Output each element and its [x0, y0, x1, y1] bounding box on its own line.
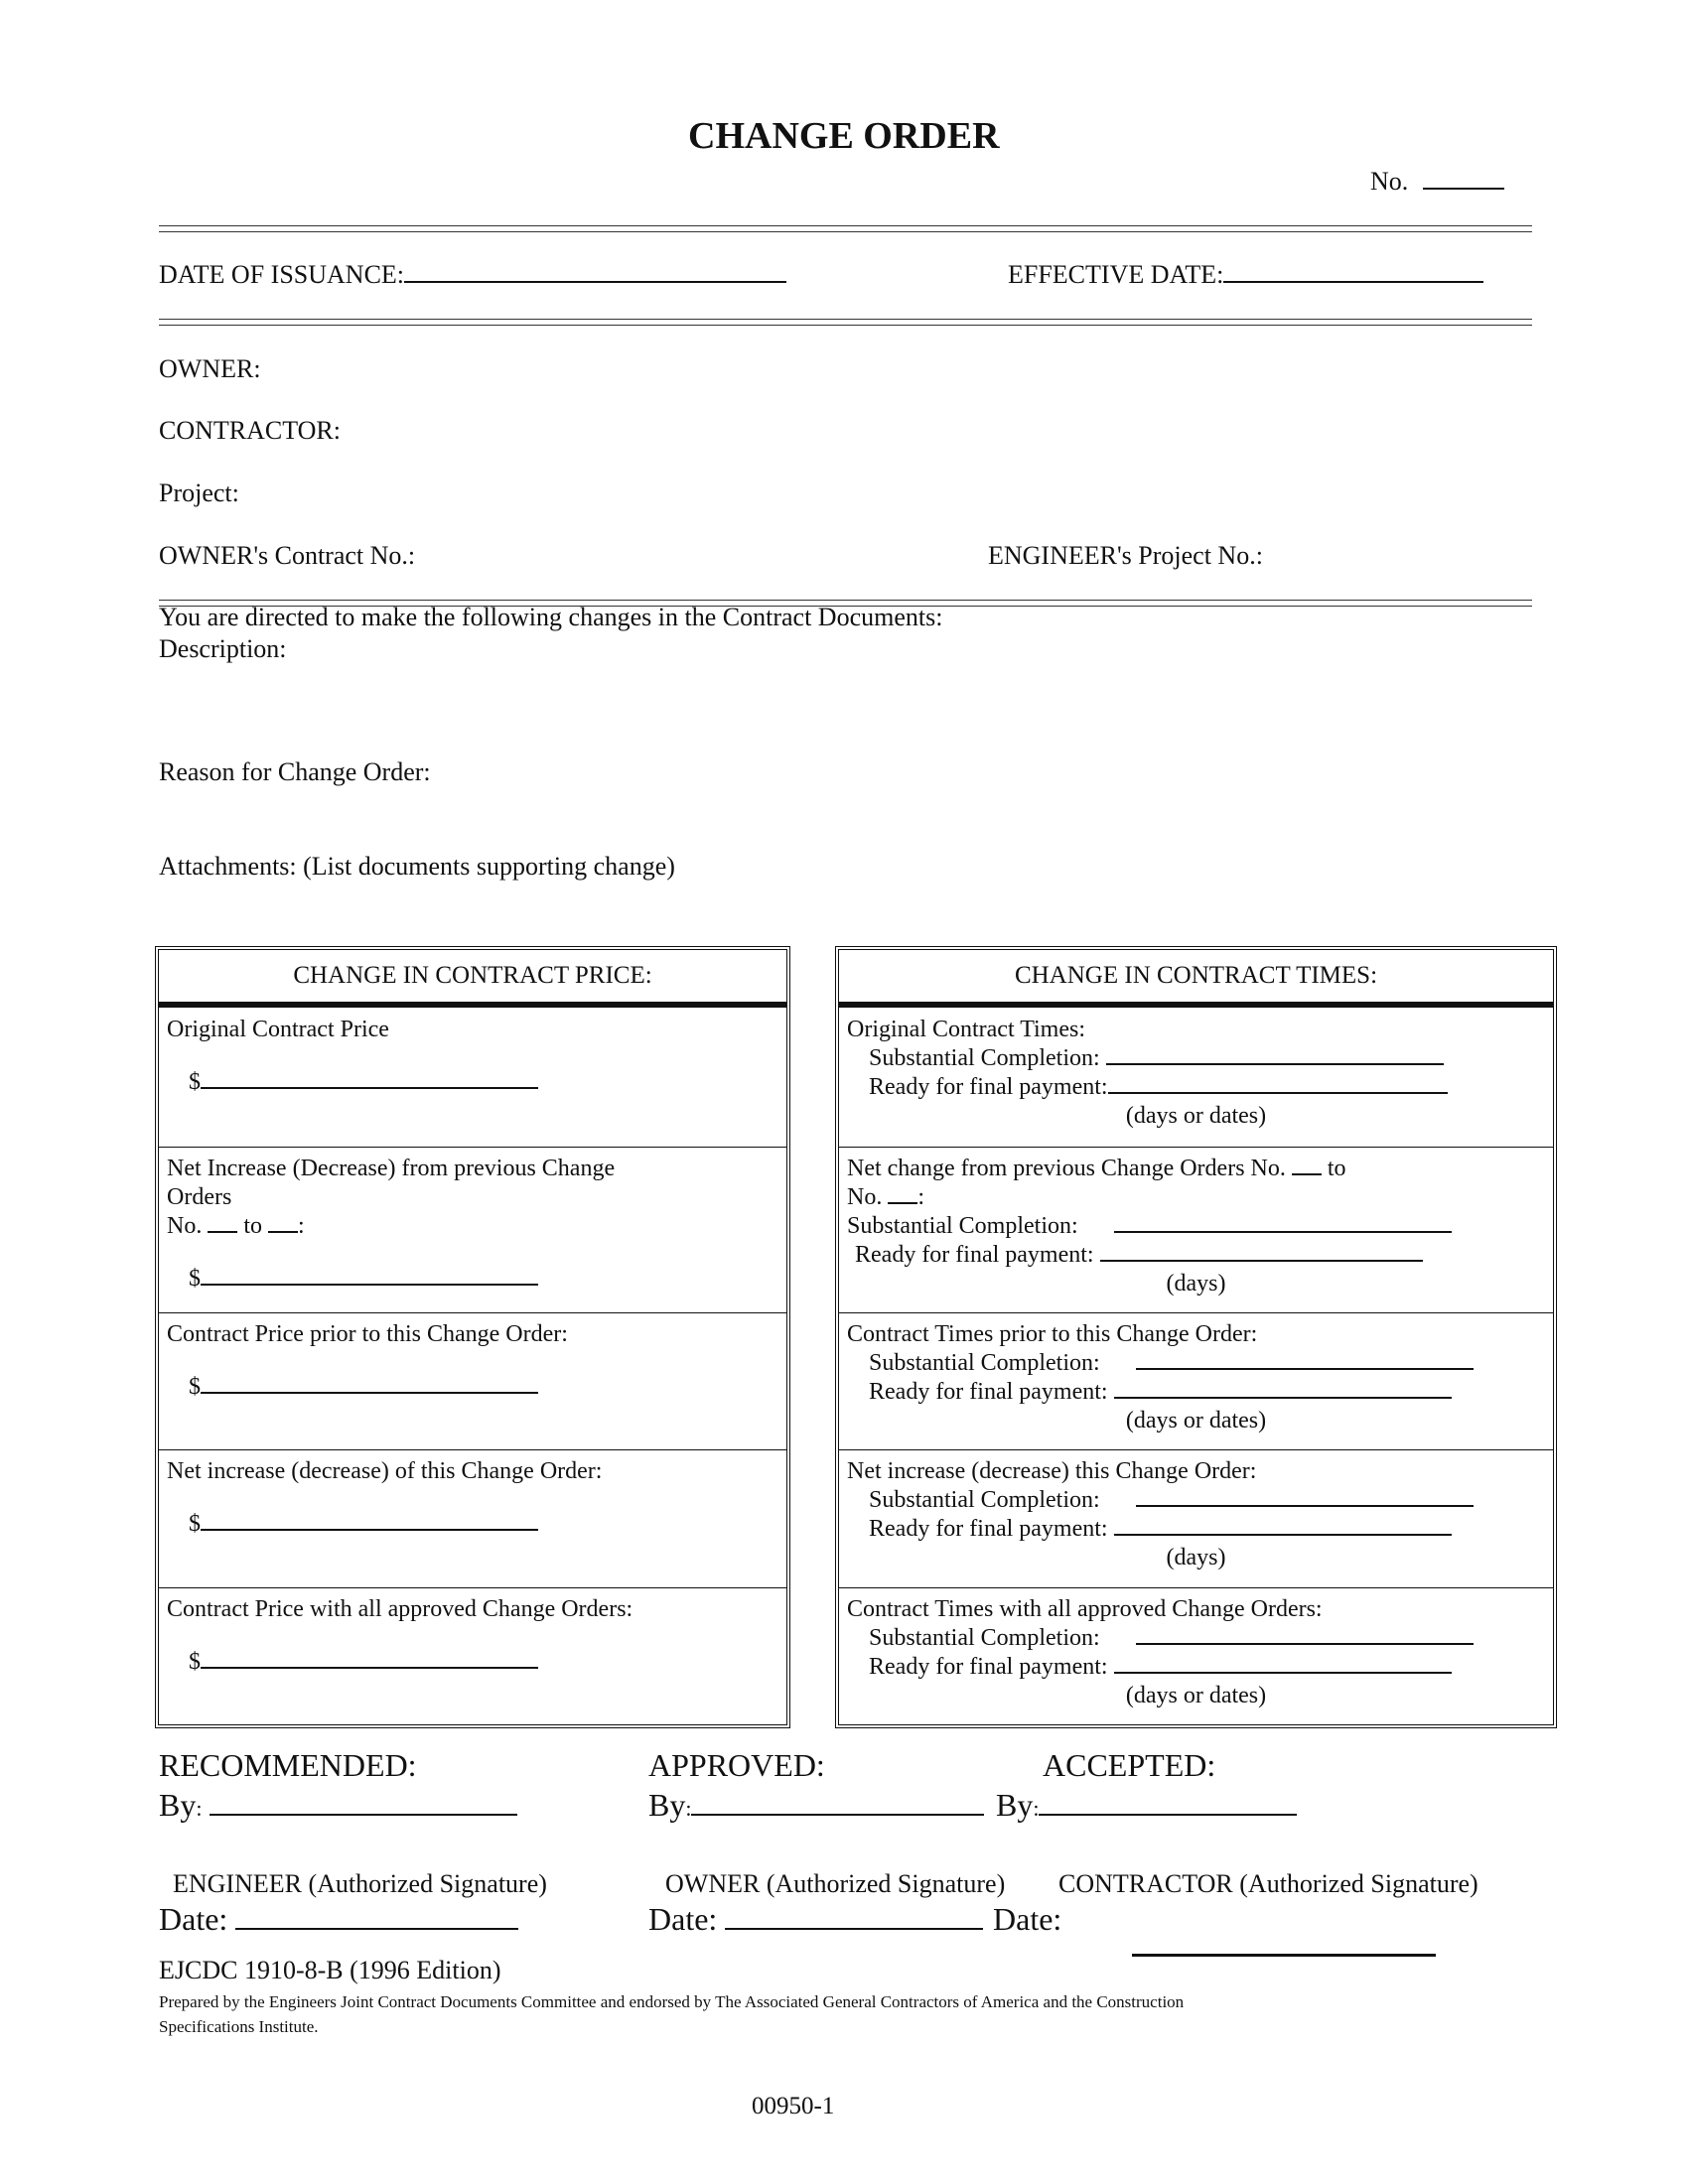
owner-date: [648, 1901, 983, 1938]
ready-label: Ready for final payment:: [869, 1654, 1108, 1680]
net-price-field[interactable]: [201, 1529, 538, 1531]
effective-field[interactable]: [1223, 279, 1483, 283]
price-row-label: Contract Price prior to this Change Order:: [167, 1321, 568, 1347]
substantial-label: Substantial Completion:: [869, 1625, 1100, 1651]
ready-label: Ready for final payment:: [869, 1074, 1108, 1100]
from-no-field[interactable]: [1292, 1173, 1322, 1175]
number-field[interactable]: [1423, 186, 1504, 190]
times-row-label: Contract Times with all approved Change Orders:: [847, 1596, 1323, 1622]
times-row-original: [839, 1008, 1553, 1148]
to-no-field[interactable]: [268, 1231, 298, 1233]
colon: :: [685, 1796, 692, 1821]
owner-by: [648, 1787, 984, 1824]
dollar-sign: $: [189, 1266, 201, 1292]
no-label: No.: [167, 1213, 203, 1239]
separator: [159, 225, 1532, 232]
colon: :: [917, 1184, 925, 1210]
times-row-net: [839, 1449, 1553, 1588]
price-row-label: Net increase (decrease) of this Change Order:: [167, 1458, 603, 1484]
ready-label: Ready for final payment:: [869, 1516, 1108, 1542]
price-box-header: CHANGE IN CONTRACT PRICE:: [159, 950, 786, 1008]
project-label: Project:: [159, 478, 239, 507]
prepared-line-2: Specifications Institute.: [159, 2017, 319, 2036]
times-row-label: Net increase (decrease) this Change Order:: [847, 1458, 1257, 1484]
date-label: Date:: [993, 1901, 1062, 1937]
previous-ready-field[interactable]: [1100, 1260, 1423, 1262]
contractor-label: CONTRACTOR:: [159, 416, 341, 445]
separator: [159, 319, 1532, 326]
unit-label: (days): [1166, 1271, 1226, 1297]
prior-substantial-field[interactable]: [1136, 1368, 1474, 1370]
engineer-by: [159, 1787, 517, 1824]
by-label: By: [648, 1787, 686, 1823]
ready-label: Ready for final payment:: [855, 1242, 1094, 1268]
page-number: 00950-1: [752, 2093, 835, 2119]
instruction-text: You are directed to make the following changes in the Contract Documents:: [159, 603, 943, 631]
edition-text: EJCDC 1910-8-B (1996 Edition): [159, 1956, 501, 1984]
no-label: No.: [847, 1184, 883, 1210]
times-box-header: CHANGE IN CONTRACT TIMES:: [839, 950, 1553, 1008]
dollar-sign: $: [189, 1374, 201, 1400]
original-substantial-field[interactable]: [1106, 1063, 1444, 1065]
date-label: Date:: [159, 1901, 228, 1937]
approved-label: APPROVED:: [648, 1747, 825, 1783]
previous-substantial-field[interactable]: [1114, 1231, 1452, 1233]
times-row-previous: [839, 1147, 1553, 1313]
owner-contract-label: OWNER's Contract No.:: [159, 541, 416, 570]
price-row-net: [159, 1449, 786, 1588]
times-row-label: Net change from previous Change Orders No.: [847, 1156, 1286, 1181]
prior-ready-field[interactable]: [1114, 1397, 1452, 1399]
price-row-previous: [159, 1147, 786, 1313]
colon: :: [1033, 1796, 1040, 1821]
total-substantial-field[interactable]: [1136, 1643, 1474, 1645]
substantial-label: Substantial Completion:: [847, 1213, 1078, 1239]
previous-price-field[interactable]: [201, 1284, 538, 1286]
owner-caption: OWNER (Authorized Signature): [665, 1869, 1006, 1898]
accepted-label: ACCEPTED:: [1043, 1747, 1216, 1783]
owner-date-field[interactable]: [725, 1928, 983, 1930]
effective-label: EFFECTIVE DATE:: [1008, 260, 1224, 289]
engineer-caption: ENGINEER (Authorized Signature): [173, 1869, 547, 1898]
by-label: By: [159, 1787, 197, 1823]
issuance-field[interactable]: [404, 279, 786, 283]
price-row-total: [159, 1587, 786, 1724]
to-label: to: [243, 1213, 263, 1239]
date-of-issuance: [159, 260, 786, 290]
contractor-date-field[interactable]: [1132, 1954, 1436, 1957]
times-row-prior: [839, 1312, 1553, 1450]
to-label: to: [1327, 1156, 1346, 1181]
dollar-sign: $: [189, 1511, 201, 1537]
price-row-label: Original Contract Price: [167, 1017, 389, 1042]
price-row-original: [159, 1008, 786, 1148]
times-row-total: [839, 1587, 1553, 1724]
total-ready-field[interactable]: [1114, 1672, 1452, 1674]
price-row-label-2: Orders: [167, 1184, 232, 1210]
number-label: No.: [1370, 167, 1409, 196]
change-order-number[interactable]: [1370, 167, 1504, 197]
net-substantial-field[interactable]: [1136, 1505, 1474, 1507]
unit-label: (days): [1166, 1545, 1226, 1570]
effective-date: [1008, 260, 1483, 290]
contractor-date: [993, 1901, 1061, 1938]
contract-times-box: [835, 946, 1557, 1728]
from-no-field[interactable]: [208, 1231, 237, 1233]
original-ready-field[interactable]: [1108, 1092, 1448, 1094]
to-no-field[interactable]: [888, 1202, 917, 1204]
substantial-label: Substantial Completion:: [869, 1350, 1100, 1376]
times-row-label: Contract Times prior to this Change Order:: [847, 1321, 1258, 1347]
unit-label: (days or dates): [1125, 1103, 1267, 1129]
unit-label: (days or dates): [1125, 1408, 1267, 1433]
issuance-label: DATE OF ISSUANCE:: [159, 260, 405, 289]
price-row-prior: [159, 1312, 786, 1450]
dollar-sign: $: [189, 1069, 201, 1095]
recommended-label: RECOMMENDED:: [159, 1747, 417, 1783]
contract-price-box: [155, 946, 790, 1728]
dollar-sign: $: [189, 1649, 201, 1675]
substantial-label: Substantial Completion:: [869, 1487, 1100, 1513]
description-label: Description:: [159, 634, 287, 663]
price-row-label: Contract Price with all approved Change Orders:: [167, 1596, 633, 1622]
contractor-by: [996, 1787, 1297, 1824]
engineer-project-label: ENGINEER's Project No.:: [988, 541, 1263, 570]
colon: :: [196, 1796, 203, 1821]
engineer-date: [159, 1901, 518, 1938]
engineer-date-field[interactable]: [235, 1928, 518, 1930]
page-title: CHANGE ORDER: [688, 115, 1000, 157]
price-row-label: Net Increase (Decrease) from previous Change: [167, 1156, 616, 1181]
total-price-field[interactable]: [201, 1667, 538, 1669]
ready-label: Ready for final payment:: [869, 1379, 1108, 1405]
times-row-label: Original Contract Times:: [847, 1017, 1085, 1042]
attachments-label: Attachments: (List documents supporting change): [159, 852, 675, 881]
original-price-field[interactable]: [201, 1087, 538, 1089]
substantial-label: Substantial Completion:: [869, 1045, 1100, 1071]
colon: :: [298, 1213, 305, 1239]
contractor-signature-field[interactable]: [1039, 1814, 1297, 1816]
by-label: By: [996, 1787, 1034, 1823]
reason-label: Reason for Change Order:: [159, 757, 431, 786]
owner-label: OWNER:: [159, 354, 261, 383]
owner-signature-field[interactable]: [691, 1814, 984, 1816]
date-label: Date:: [648, 1901, 718, 1937]
prior-price-field[interactable]: [201, 1392, 538, 1394]
unit-label: (days or dates): [1125, 1683, 1267, 1708]
prepared-line-1: Prepared by the Engineers Joint Contract Documents Committee and endorsed by The Associated General Contractors of America and the Construction: [159, 1992, 1185, 2011]
net-ready-field[interactable]: [1114, 1534, 1452, 1536]
engineer-signature-field[interactable]: [210, 1814, 517, 1816]
contractor-caption: CONTRACTOR (Authorized Signature): [1058, 1869, 1478, 1898]
